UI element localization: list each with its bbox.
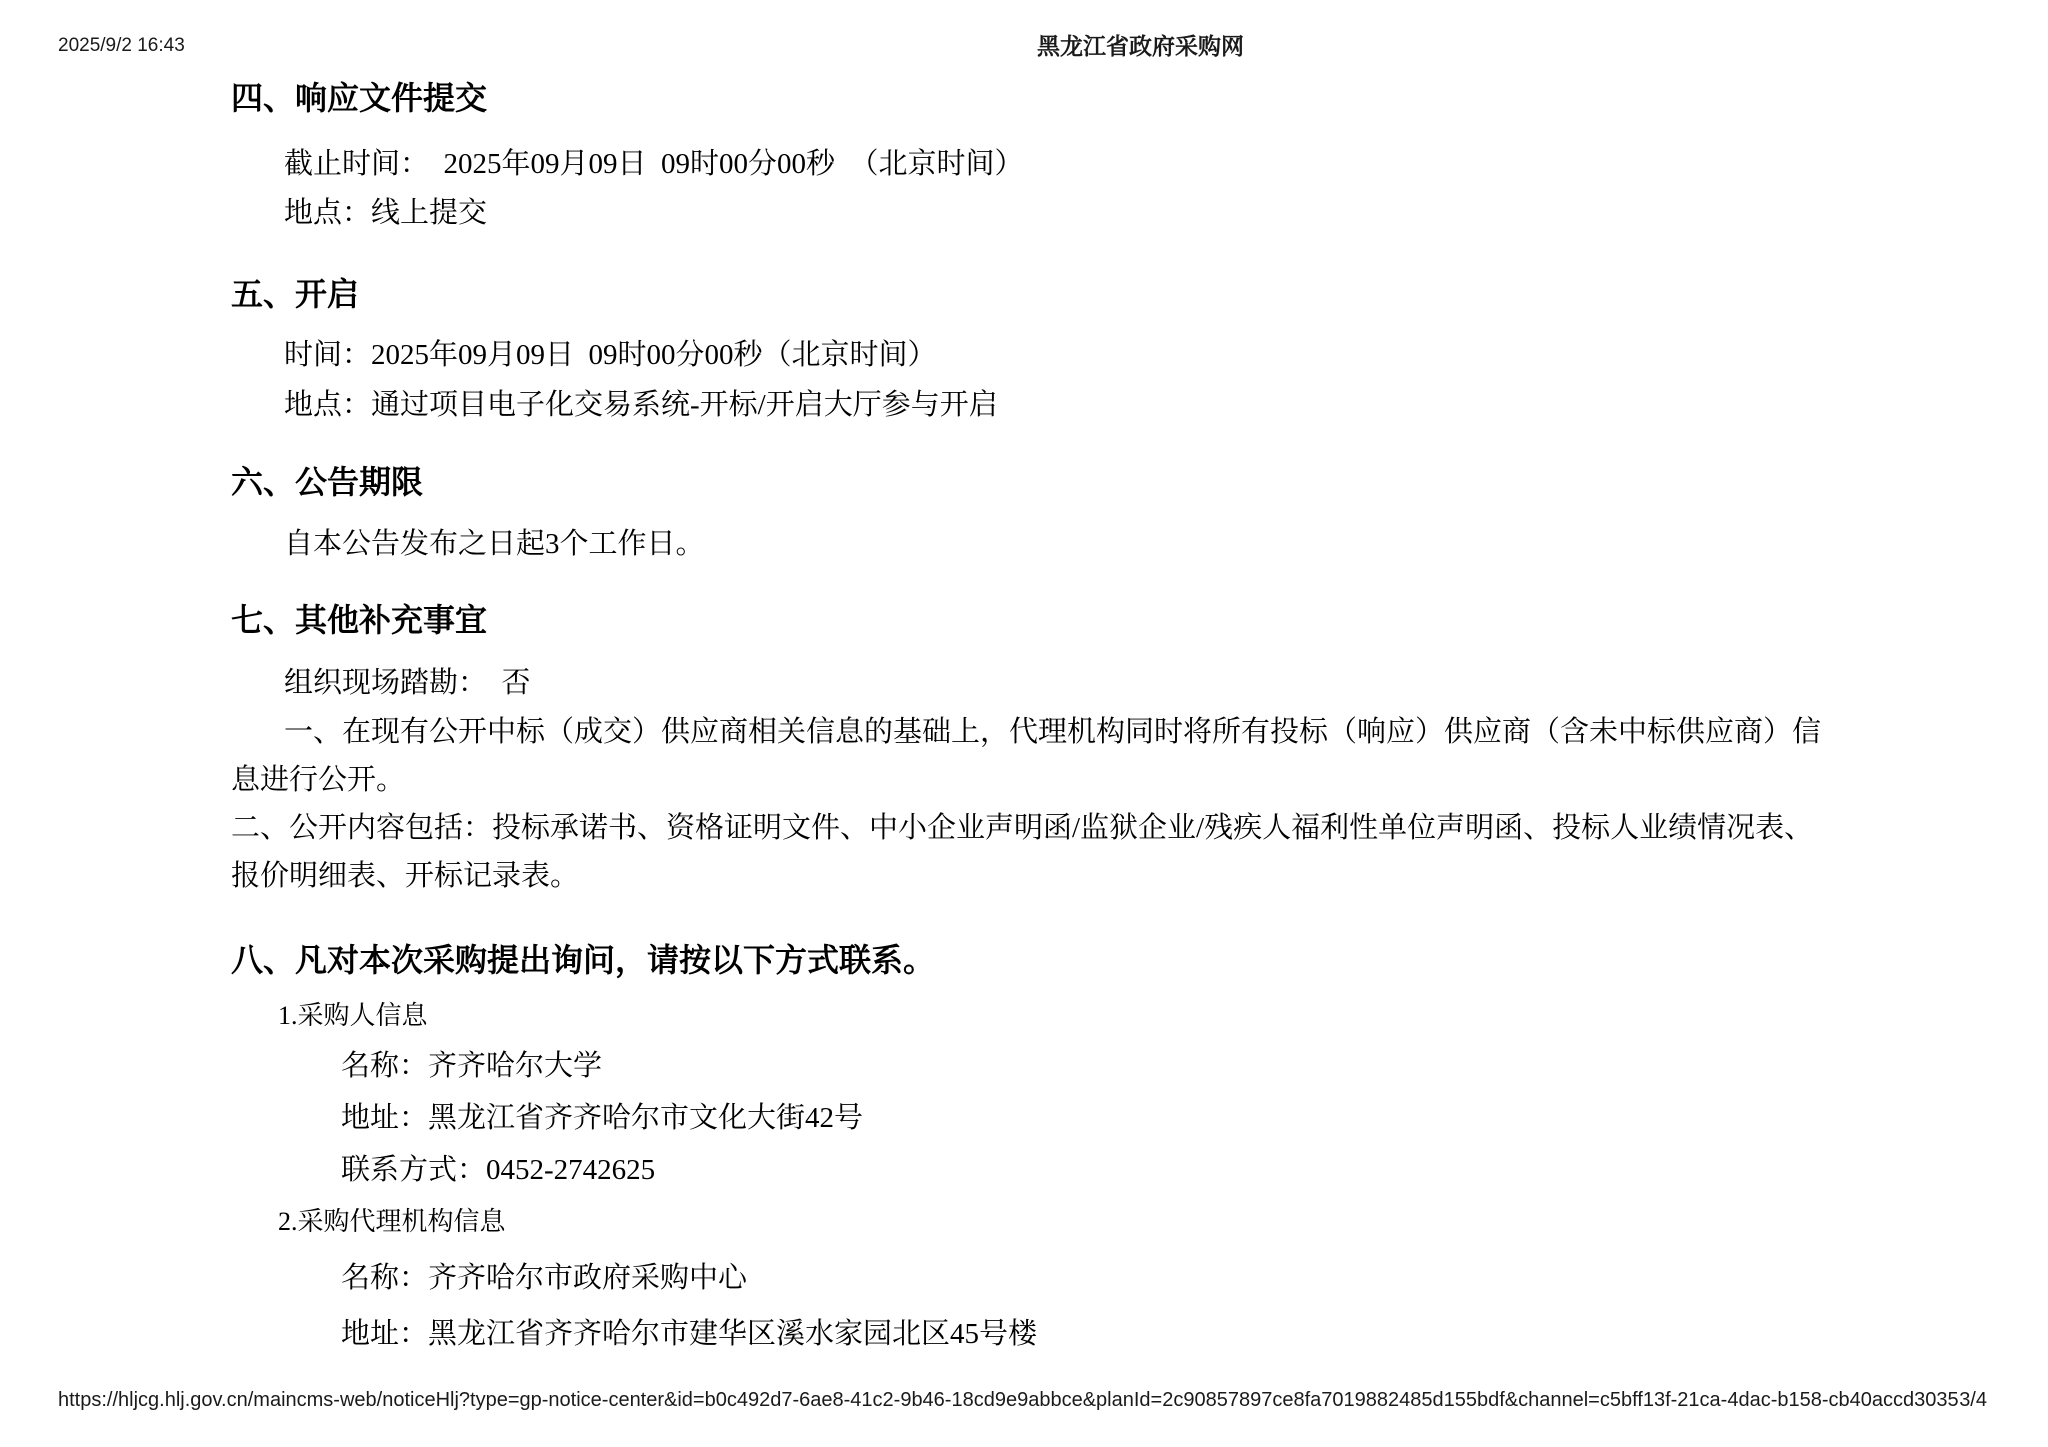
supplementary-item1-line2: 息进行公开。 bbox=[231, 764, 406, 796]
section-8-heading: 八、凡对本次采购提出询问，请按以下方式联系。 bbox=[231, 942, 936, 978]
announcement-period-body: 自本公告发布之日起3个工作日。 bbox=[284, 528, 705, 560]
agency-info-title: 2.采购代理机构信息 bbox=[278, 1207, 506, 1236]
supplementary-item1-line1: 一、在现有公开中标（成交）供应商相关信息的基础上，代理机构同时将所有投标（响应）供应商（含未中标供应商）信 bbox=[284, 716, 1822, 748]
section-7-heading: 七、其他补充事宜 bbox=[231, 602, 488, 638]
purchaser-info-title: 1.采购人信息 bbox=[278, 1001, 428, 1030]
agency-name: 名称：齐齐哈尔市政府采购中心 bbox=[341, 1262, 748, 1294]
agency-address: 地址：黑龙江省齐齐哈尔市建华区溪水家园北区45号楼 bbox=[341, 1318, 1038, 1350]
supplementary-item2-line1: 二、公开内容包括：投标承诺书、资格证明文件、中小企业声明函/监狱企业/残疾人福利性单位声明函、投标人业绩情况表、 bbox=[231, 812, 1814, 844]
section-5-heading: 五、开启 bbox=[231, 276, 360, 312]
opening-time: 时间：2025年09月09日 09时00分00秒（北京时间） bbox=[284, 339, 937, 371]
print-header-datetime: 2025/9/2 16:43 bbox=[58, 35, 185, 56]
site-survey-line: 组织现场踏勘： 否 bbox=[284, 667, 531, 699]
supplementary-item2-line2: 报价明细表、开标记录表。 bbox=[231, 860, 580, 892]
submission-deadline: 截止时间： 2025年09月09日 09时00分00秒 （北京时间） bbox=[284, 148, 1024, 180]
print-header-site-title: 黑龙江省政府采购网 bbox=[1037, 33, 1244, 59]
print-footer-page-indicator: 3/4 bbox=[1959, 1389, 1987, 1411]
print-footer-url: https://hljcg.hlj.gov.cn/maincms-web/noticeHlj?type=gp-notice-center&id=b0c492d7-6ae8-41c2-9b46-18cd9e9abbce&planId=2c90857897ce8fa7019882485d155bdf&channel=c5bff13f-21ca-4dac-b158-cb40accd3035 bbox=[58, 1389, 1959, 1411]
submission-location: 地点：线上提交 bbox=[284, 197, 488, 229]
section-4-heading: 四、响应文件提交 bbox=[231, 80, 488, 116]
section-6-heading: 六、公告期限 bbox=[231, 464, 424, 500]
purchaser-name: 名称：齐齐哈尔大学 bbox=[341, 1050, 603, 1082]
opening-location: 地点：通过项目电子化交易系统-开标/开启大厅参与开启 bbox=[284, 389, 998, 421]
purchaser-address: 地址：黑龙江省齐齐哈尔市文化大街42号 bbox=[341, 1102, 864, 1134]
purchaser-phone: 联系方式：0452-2742625 bbox=[341, 1154, 656, 1186]
